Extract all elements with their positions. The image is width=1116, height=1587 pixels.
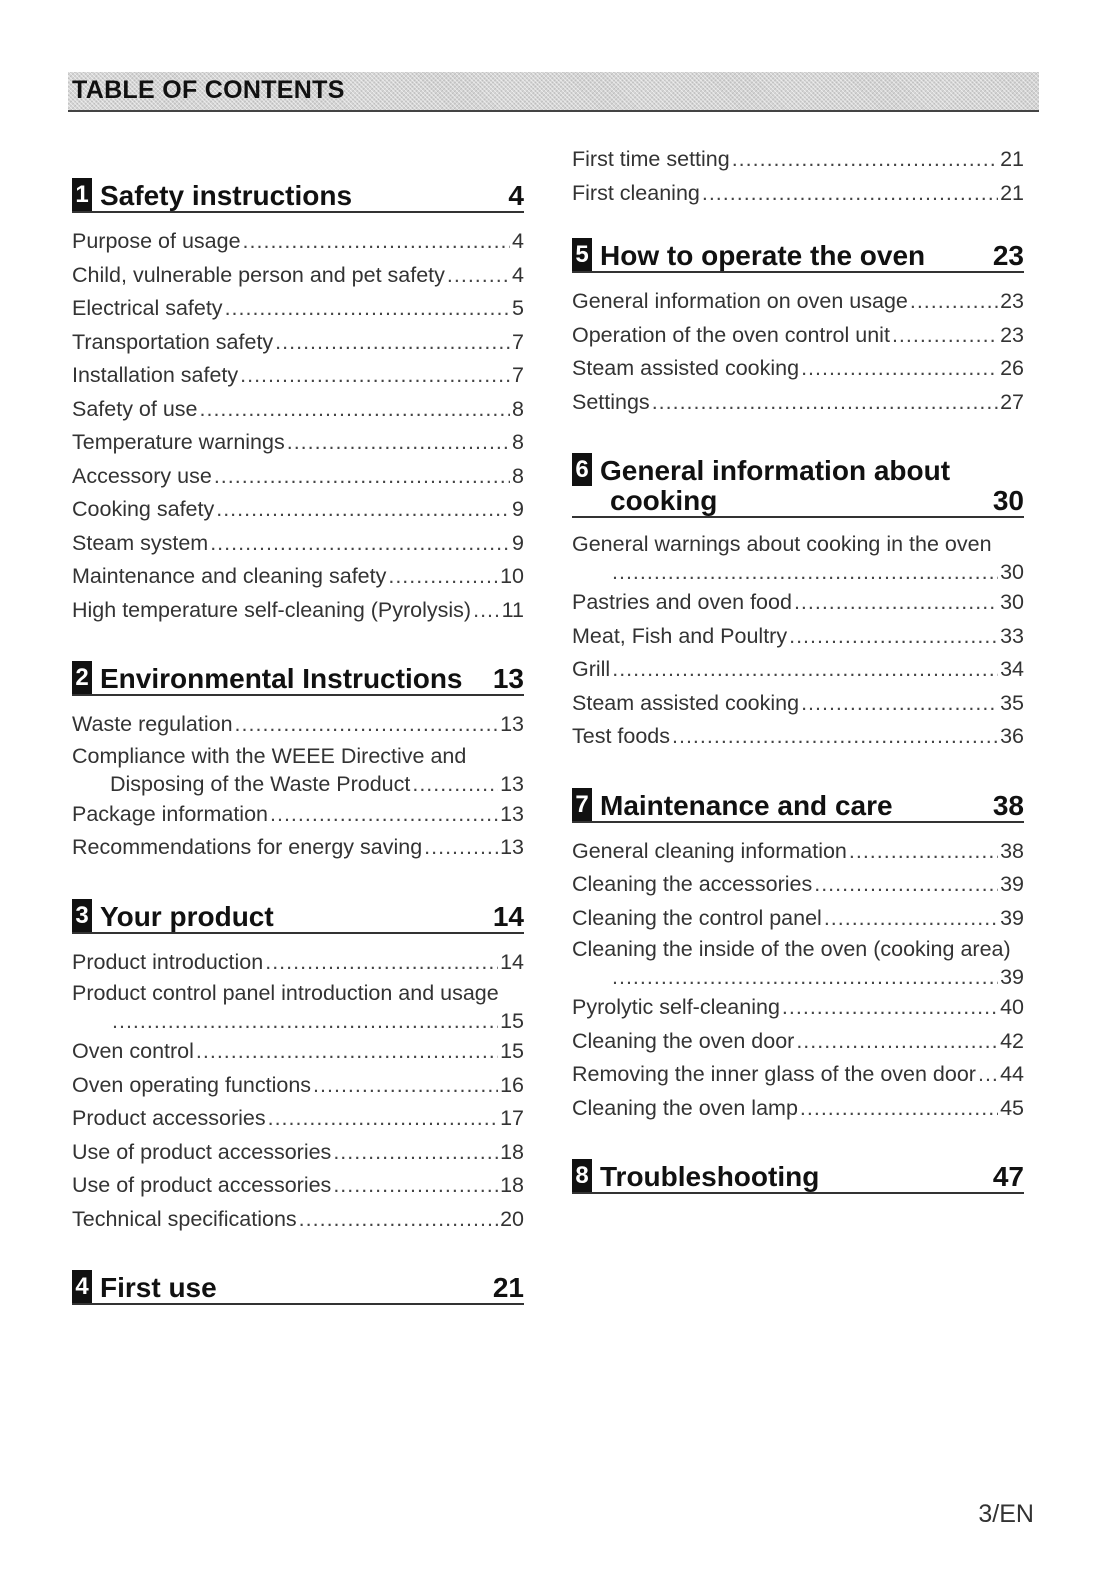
toc-entry[interactable] (72, 1069, 524, 1103)
toc-leader-dots (732, 143, 998, 177)
toc-entry-label: Child, vulnerable person and pet safety (72, 262, 445, 287)
section-number-badge: 3 (72, 899, 92, 932)
toc-entry[interactable] (572, 586, 1024, 620)
toc-entry[interactable] (72, 460, 524, 494)
toc-entry-page: 4 (512, 262, 524, 287)
section-title: Troubleshooting (600, 1161, 820, 1192)
toc-entry-page: 20 (500, 1206, 524, 1231)
toc-entry[interactable] (72, 594, 524, 628)
section-number-badge: 5 (572, 238, 592, 271)
section-heading-4[interactable] (72, 1270, 524, 1305)
toc-entry-page: 8 (512, 463, 524, 488)
toc-entry-label: General warnings about cooking in the oven (572, 532, 992, 556)
toc-entry-label: Grill (572, 657, 611, 681)
toc-entry-label-2: Disposing of the Waste Product (110, 771, 411, 796)
toc-leader-dots (800, 1092, 998, 1126)
toc-entry[interactable] (72, 493, 524, 527)
toc-entry[interactable] (572, 1025, 1024, 1059)
toc-entry-label: Steam assisted cooking (572, 690, 800, 715)
toc-entry[interactable] (72, 742, 524, 798)
toc-leader-dots (892, 319, 998, 353)
toc-entry-page: 17 (500, 1106, 524, 1130)
toc-entry-page: 8 (512, 396, 524, 421)
toc-entry[interactable] (72, 527, 524, 561)
toc-entry-page: 13 (500, 835, 524, 859)
toc-leader-dots (275, 326, 510, 360)
toc-leader-dots (782, 991, 998, 1025)
section-heading-1[interactable] (72, 178, 524, 213)
section-heading-5[interactable] (572, 238, 1024, 273)
toc-entry-label: General information on oven usage (572, 289, 908, 313)
toc-leader-dots (473, 594, 500, 628)
section-title: General information about (600, 455, 951, 486)
section-heading-7[interactable] (572, 788, 1024, 823)
toc-entry[interactable] (72, 946, 524, 980)
section-title: Environmental Instructions (100, 663, 463, 694)
toc-leader-dots (801, 687, 998, 721)
toc-leader-dots (333, 1136, 498, 1170)
toc-entry-page: 33 (1000, 623, 1024, 648)
toc-entry-page: 23 (1000, 322, 1024, 347)
toc-entry-label: Steam system (72, 530, 209, 555)
toc-entry[interactable] (72, 326, 524, 360)
section-number-badge: 7 (572, 788, 592, 821)
toc-entry-label: Product control panel introduction and usage (72, 981, 499, 1005)
toc-entry[interactable] (572, 319, 1024, 353)
toc-entry[interactable] (72, 798, 524, 832)
toc-leader-dots (424, 831, 498, 865)
section-title: Maintenance and care (600, 789, 893, 821)
toc-entry[interactable] (572, 687, 1024, 721)
toc-header-bar (68, 72, 1039, 112)
toc-entry-page: 13 (500, 801, 524, 826)
toc-entry-label: Accessory use (72, 463, 212, 488)
toc-entry[interactable] (72, 292, 524, 326)
toc-entry-page: 7 (512, 329, 524, 354)
toc-entry-page: 40 (1000, 995, 1024, 1019)
toc-entry-page: 8 (512, 430, 524, 454)
toc-leader-dots (216, 493, 510, 527)
toc-entry-label: Safety of use (72, 396, 198, 421)
toc-entry-label: Test foods (572, 724, 670, 748)
toc-entry-continuation (72, 770, 524, 798)
section-page: 14 (492, 900, 524, 932)
toc-entry-page: 39 (1000, 872, 1024, 896)
section-number-badge: 4 (72, 1270, 92, 1303)
toc-leader-dots (265, 946, 498, 980)
toc-entry-page: 14 (500, 949, 524, 974)
toc-entry-page: 9 (512, 530, 524, 555)
toc-leader-dots (794, 586, 998, 620)
page-number: 3/EN (978, 1500, 1034, 1528)
toc-entry[interactable] (572, 285, 1024, 319)
toc-entry-page: 34 (1000, 657, 1024, 681)
section-title: Safety instructions (100, 180, 353, 211)
toc-entry[interactable] (572, 720, 1024, 754)
section-page: 21 (492, 1272, 524, 1303)
toc-leader-dots (652, 386, 998, 420)
toc-entry[interactable] (72, 979, 524, 1035)
toc-entry-label: Installation safety (72, 363, 239, 387)
section-title: Your product (100, 900, 274, 932)
toc-entry[interactable] (72, 1203, 524, 1237)
toc-entry-label: Cleaning the inside of the oven (cooking area) (572, 937, 1011, 961)
toc-leader-dots (313, 1069, 498, 1103)
toc-entry[interactable] (72, 359, 524, 393)
section-heading-6[interactable] (572, 453, 1024, 518)
toc-entry[interactable] (572, 143, 1024, 177)
toc-entry[interactable] (572, 991, 1024, 1025)
toc-entry[interactable] (72, 393, 524, 427)
toc-entry-page: 10 (500, 564, 524, 588)
toc-leader-dots (270, 798, 498, 832)
section-number-badge: 1 (72, 178, 92, 211)
toc-leader-dots (814, 868, 998, 902)
toc-entry-page: 36 (1000, 724, 1024, 748)
toc-entry-label: High temperature self-cleaning (Pyrolysis) (72, 597, 472, 622)
toc-entry[interactable] (72, 225, 524, 259)
toc-entry-label: Cleaning the control panel (572, 905, 822, 930)
toc-entry-label: Electrical safety (72, 296, 223, 320)
toc-entry-label: Product introduction (72, 949, 264, 974)
toc-entry-continuation (572, 558, 1024, 586)
toc-leader-dots (287, 426, 510, 460)
toc-leader-dots (112, 1007, 498, 1035)
toc-entry-page: 21 (1000, 180, 1024, 205)
toc-leader-dots (612, 558, 998, 586)
toc-entry[interactable] (572, 902, 1024, 936)
toc-entry-continuation (572, 963, 1024, 991)
toc-entry-label: Product accessories (72, 1106, 266, 1130)
toc-entry[interactable] (72, 560, 524, 594)
toc-entry-label: Operation of the oven control unit (572, 322, 890, 347)
toc-entry-label: Pastries and oven food (572, 590, 792, 614)
toc-entry-label: Cleaning the oven door (572, 1028, 795, 1053)
section-number-badge: 8 (572, 1159, 592, 1192)
toc-entry-label: Maintenance and cleaning safety (72, 564, 387, 588)
toc-entry[interactable] (72, 1102, 524, 1136)
toc-entry-page: 30 (1000, 560, 1024, 584)
toc-entry-label: Settings (572, 389, 650, 414)
toc-entry[interactable] (572, 653, 1024, 687)
toc-entry-page: 7 (512, 363, 524, 387)
section-page: 13 (492, 663, 524, 694)
toc-leader-dots (849, 835, 998, 869)
toc-entry-page: 4 (512, 229, 524, 253)
toc-leader-dots (214, 460, 510, 494)
toc-entry-label: Package information (72, 801, 268, 826)
toc-entry-page: 21 (1000, 147, 1024, 171)
toc-leader-dots (240, 359, 510, 393)
toc-entry-label: Use of product accessories (72, 1139, 332, 1164)
toc-entry-page: 39 (1000, 965, 1024, 989)
section-title-line-2: cooking (610, 485, 718, 516)
section-heading-3[interactable] (72, 899, 524, 934)
toc-entry-page: 42 (1000, 1028, 1024, 1053)
toc-entry[interactable] (572, 352, 1024, 386)
toc-entry-label: Oven control (72, 1039, 194, 1063)
toc-right-column (572, 143, 1024, 1206)
toc-leader-dots (801, 352, 998, 386)
toc-entry-label: First time setting (572, 147, 730, 171)
toc-entry-page: 13 (500, 771, 524, 796)
section-page: 38 (992, 789, 1024, 821)
toc-entry[interactable] (72, 1136, 524, 1170)
toc-entry[interactable] (572, 386, 1024, 420)
toc-leader-dots (447, 259, 510, 293)
toc-entry-page: 35 (1000, 690, 1024, 715)
toc-entry-label: Technical specifications (72, 1206, 297, 1231)
toc-entry-page: 18 (500, 1173, 524, 1197)
toc-entry-page: 9 (512, 497, 524, 521)
section-number-badge: 6 (572, 453, 592, 486)
toc-leader-dots (672, 720, 998, 754)
toc-leader-dots (210, 527, 510, 561)
section-heading-2[interactable] (72, 661, 524, 696)
toc-leader-dots (789, 620, 998, 654)
toc-leader-dots (243, 225, 510, 259)
toc-entry-label: Temperature warnings (72, 430, 285, 454)
toc-entry-label: Recommendations for energy saving (72, 835, 423, 859)
toc-entry[interactable] (72, 1035, 524, 1069)
toc-entry-label: Steam assisted cooking (572, 356, 800, 380)
toc-entry-continuation (72, 1007, 524, 1035)
section-number-badge: 2 (72, 661, 92, 694)
toc-entry-label: Cleaning the oven lamp (572, 1095, 798, 1120)
toc-leader-dots (796, 1025, 998, 1059)
toc-entry-page: 23 (1000, 289, 1024, 313)
toc-entry-label: Transportation safety (72, 329, 274, 354)
toc-entry-page: 44 (1000, 1062, 1024, 1086)
toc-entry-label: Compliance with the WEEE Directive and (72, 743, 467, 768)
toc-title: TABLE OF CONTENTS (72, 76, 345, 104)
toc-entry[interactable] (572, 935, 1024, 991)
toc-entry-label: Meat, Fish and Poultry (572, 623, 788, 648)
toc-entry[interactable] (572, 868, 1024, 902)
toc-leader-dots (612, 653, 998, 687)
section-page: 4 (508, 180, 524, 211)
toc-entry[interactable] (72, 259, 524, 293)
toc-leader-dots (299, 1203, 498, 1237)
toc-entry-page: 15 (500, 1009, 524, 1033)
toc-entry-page: 13 (500, 712, 524, 736)
toc-entry-label: Pyrolytic self-cleaning (572, 995, 780, 1019)
toc-leader-dots (612, 963, 998, 991)
toc-entry-label: Waste regulation (72, 712, 233, 736)
toc-leader-dots (412, 770, 498, 798)
toc-entry[interactable] (572, 1092, 1024, 1126)
toc-entry[interactable] (572, 530, 1024, 586)
toc-entry[interactable] (572, 1058, 1024, 1092)
toc-entry-page: 30 (1000, 590, 1024, 614)
toc-entry-page: 39 (1000, 905, 1024, 930)
toc-entry-label: Removing the inner glass of the oven door (572, 1062, 976, 1086)
section-heading-8[interactable] (572, 1159, 1024, 1194)
section-title: How to operate the oven (600, 240, 926, 271)
section-page: 30 (992, 485, 1024, 516)
toc-left-column (72, 150, 524, 1317)
section-page: 47 (992, 1161, 1024, 1192)
toc-leader-dots (235, 708, 499, 742)
toc-entry-label: First cleaning (572, 180, 700, 205)
toc-entry-page: 11 (501, 597, 524, 622)
toc-entry-page: 16 (500, 1072, 524, 1097)
toc-leader-dots (196, 1035, 498, 1069)
toc-leader-dots (978, 1058, 998, 1092)
toc-entry[interactable] (572, 835, 1024, 869)
toc-entry-page: 15 (500, 1039, 524, 1063)
toc-leader-dots (200, 393, 511, 427)
toc-entry[interactable] (72, 426, 524, 460)
toc-leader-dots (702, 177, 998, 211)
toc-entry[interactable] (72, 1169, 524, 1203)
toc-entry-label: Cleaning the accessories (572, 872, 813, 896)
toc-entry[interactable] (572, 177, 1024, 211)
toc-leader-dots (824, 902, 998, 936)
toc-entry-page: 18 (500, 1139, 524, 1164)
toc-leader-dots (333, 1169, 498, 1203)
toc-entry[interactable] (72, 708, 524, 742)
toc-entry-page: 38 (1000, 838, 1024, 863)
toc-entry-label: General cleaning information (572, 838, 847, 863)
toc-entry-page: 26 (1000, 356, 1024, 380)
toc-leader-dots (268, 1102, 498, 1136)
toc-entry-page: 27 (1000, 389, 1024, 414)
toc-entry-page: 5 (512, 296, 524, 320)
toc-entry-page: 45 (1000, 1095, 1024, 1120)
toc-entry-label: Purpose of usage (72, 229, 241, 253)
toc-entry-label: Oven operating functions (72, 1072, 312, 1097)
toc-entry[interactable] (72, 831, 524, 865)
toc-entry-label: Cooking safety (72, 497, 215, 521)
toc-leader-dots (910, 285, 998, 319)
toc-leader-dots (388, 560, 498, 594)
toc-leader-dots (225, 292, 510, 326)
toc-entry[interactable] (572, 620, 1024, 654)
section-page: 23 (992, 240, 1024, 271)
section-title: First use (100, 1272, 217, 1303)
toc-entry-label: Use of product accessories (72, 1173, 332, 1197)
